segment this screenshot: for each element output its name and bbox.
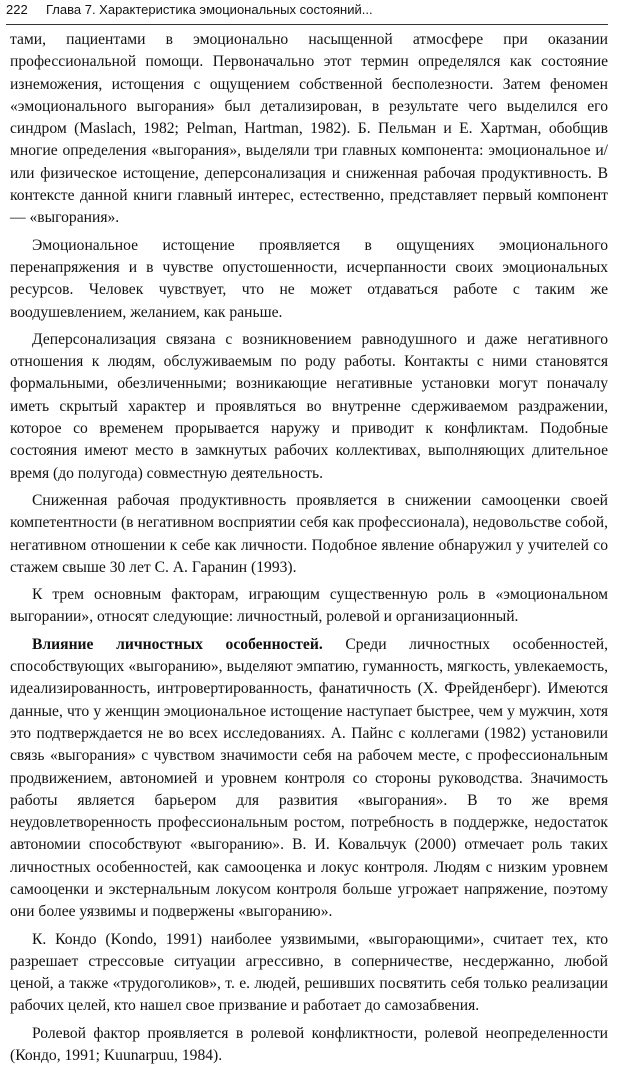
chapter-title: Глава 7. Характеристика эмоциональных состояний... — [46, 2, 373, 17]
page-number: 222 — [6, 2, 28, 17]
paragraph: К трем основным факторам, играющим существенную роль в «эмоциональном выгорании», относят следующие: личностный, ролевой и организационный. — [10, 586, 608, 626]
paragraph: Сниженная рабочая продуктивность проявляется в снижении самооценки своей компетентности (в негативном восприятии себя как профессионала), недовольстве собой, негативном отношении к себе как личности. Подобное явление обнаружил у учителей со стажем свыше 30 лет С. А. Гаранин (1993). — [10, 491, 608, 576]
paragraph: Эмоциональное истощение проявляется в ощущениях эмоционального перенапряжения и в чувстве опустошенности, исчерпанности своих эмоциональных ресурсов. Человек чувствует, что не может отдаваться работе с таким же воодушевлением, желанием, как раньше. — [10, 236, 608, 321]
paragraph: К. Кондо (Kondo, 1991) наиболее уязвимыми, «выгорающими», считает тех, кто разрешает стрессовые ситуации агрессивно, в соперничестве, несдержанно, любой ценой, а также «трудоголиков», т. е. людей, решивших посвятить себя только реализации рабочих целей, кто нашел свое призвание и работает до самозабвения. — [10, 930, 608, 1015]
page-body — [6, 29, 608, 1067]
paragraph-text: Среди личностных особенностей, способствующих «выгоранию», выделяют эмпатию, гуманность, мягкость, увлекаемость, идеализированность, интровертированность, фанатичность (Х. Фрейденберг). Имеются данные, что у женщин эмоциональное истощение наступает быстрее, чем у мужчин, хотя это подтверждается не во всех исследованиях. А. Пайнс с коллегами (1982) установили связь «выгорания» с чувством значимости себя на рабочем месте, с профессиональным продвижением, автономией и уровнем контроля со стороны руководства. Значимость работы является барьером для развития «выгорания». В то же время неудовлетворенность профессиональным ростом, потребность в поддержке, недостаток автономии способствуют «выгоранию». В. И. Ковальчук (2000) отмечает роль таких личностных особенностей, как самооценка и локус контроля. Людям с низким уровнем самооценки и экстернальным локусом контроля больше угрожает напряжение, поэтому они более уязвимы и подвержены «выгоранию». — [10, 635, 608, 921]
paragraph: Деперсонализация связана с возникновением равнодушного и даже негативного отношения к людям, обслуживаемым по роду работы. Контакты с ними становятся формальными, обезличенными; возникающие негативные установки могут поначалу иметь скрытый характер и проявляться во внутренне сдерживаемом раздражении, которое со временем прорывается наружу и приводит к конфликтам. Подобные состояния имеют место в замкнутых рабочих коллективах, выполняющих длительное время (до полугода) совместную деятельность. — [10, 330, 608, 482]
section-lead-heading: Влияние личностных особенностей. — [32, 635, 323, 653]
paragraph: Ролевой фактор проявляется в ролевой конфликтности, ролевой неопределенности (Кондо, 1991; Kuunarpuu, 1984). — [10, 1024, 608, 1065]
running-header — [6, 0, 608, 25]
paragraph-personal-factor — [10, 634, 608, 924]
paragraph: тами, пациентами в эмоционально насыщенной атмосфере при оказании профессиональной помощи. Первоначально этот термин определялся как состояние изнеможения, истощения с ощущением собственной бесполезности. Затем феномен «эмоционального выгорания» был детализирован, в результате чего выделился его синдром (Maslach, 1982; Pelman, Hartman, 1982). Б. Пельман и Е. Хартман, обобщив многие определения «выгорания», выделяли три главных компонента: эмоциональное и/или физическое истощение, деперсонализация и сниженная рабочая продуктивность. В контексте данной книги главный интерес, естественно, представляет первый компонент — «выгорания». — [10, 31, 608, 227]
